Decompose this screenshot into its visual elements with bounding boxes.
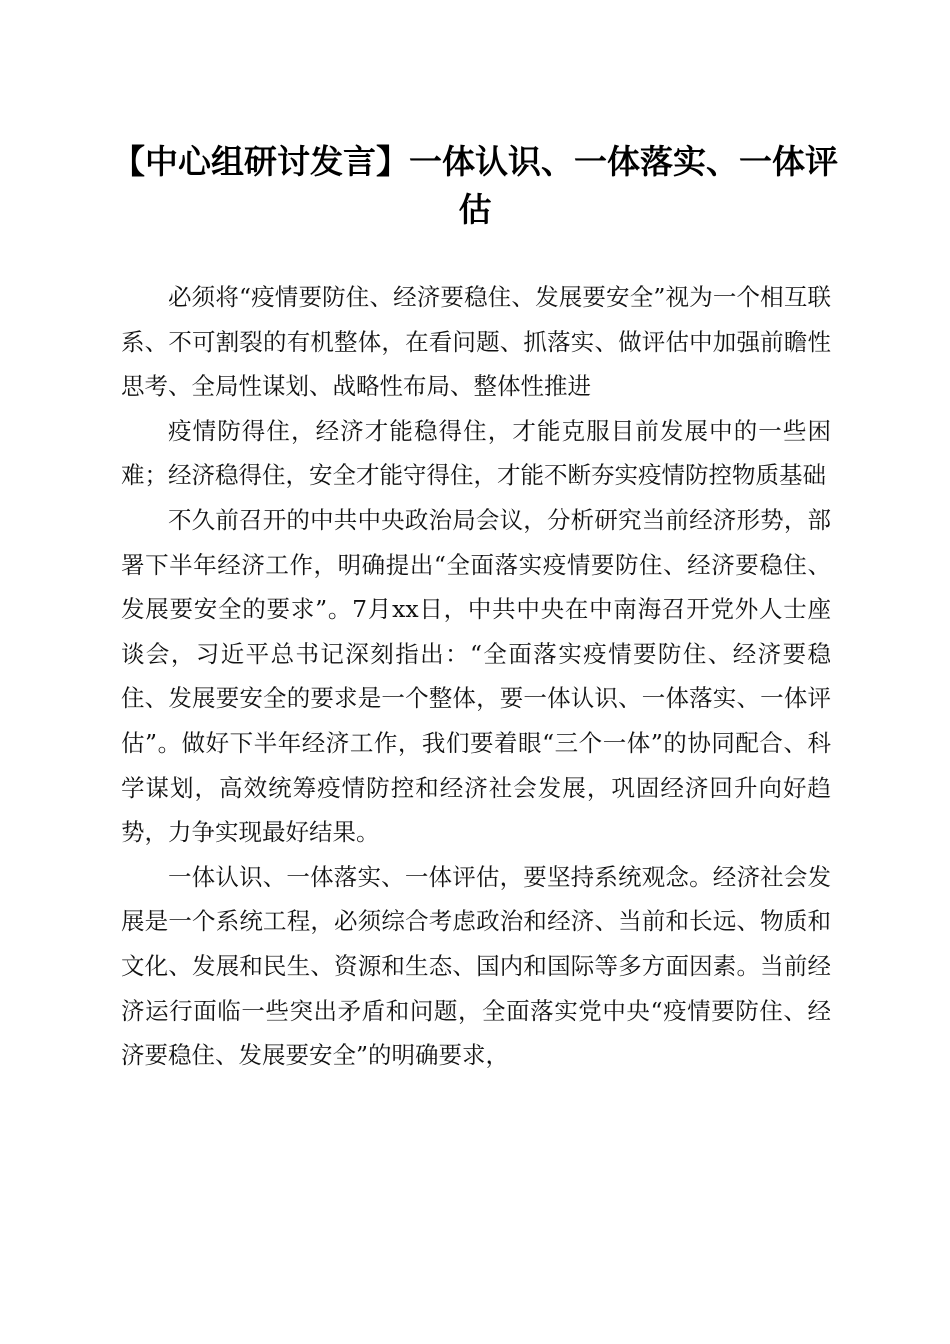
paragraph: 疫情防得住，经济才能稳得住，才能克服目前发展中的一些困难；经济稳得住，安全才能守得住，才能不断夯实疫情防控物质基础 [121, 416, 831, 490]
paragraph: 必须将“疫情要防住、经济要稳住、发展要安全”视为一个相互联系、不可割裂的有机整体，在看问题、抓落实、做评估中加强前瞻性思考、全局性谋划、战略性布局、整体性推进 [121, 283, 831, 401]
paragraph: 一体认识、一体落实、一体评估，要坚持系统观念。经济社会发展是一个系统工程，必须综合考虑政治和经济、当前和长远、物质和文化、发展和民生、资源和生态、国内和国际等多方面因素。当前经济运行面临一些突出矛盾和问题，全面落实党中央“疫情要防住、经济要稳住、发展要安全”的明确要求， [121, 862, 831, 1070]
document-body [121, 275, 831, 1078]
document-title: 【中心组研讨发言】一体认识、一体落实、一体评估 [112, 142, 838, 229]
paragraph: 不久前召开的中共中央政治局会议，分析研究当前经济形势，部署下半年经济工作，明确提出“全面落实疫情要防住、经济要稳住、发展要安全的要求”。7月xx日，中共中央在中南海召开党外人士座谈会，习近平总书记深刻指出：“全面落实疫情要防住、经济要稳住、发展要安全的要求是一个整体，要一体认识、一体落实、一体评估”。做好下半年经济工作，我们要着眼“三个一体”的协同配合、科学谋划，高效统筹疫情防控和经济社会发展，巩固经济回升向好趋势，力争实现最好结果。 [121, 505, 831, 847]
